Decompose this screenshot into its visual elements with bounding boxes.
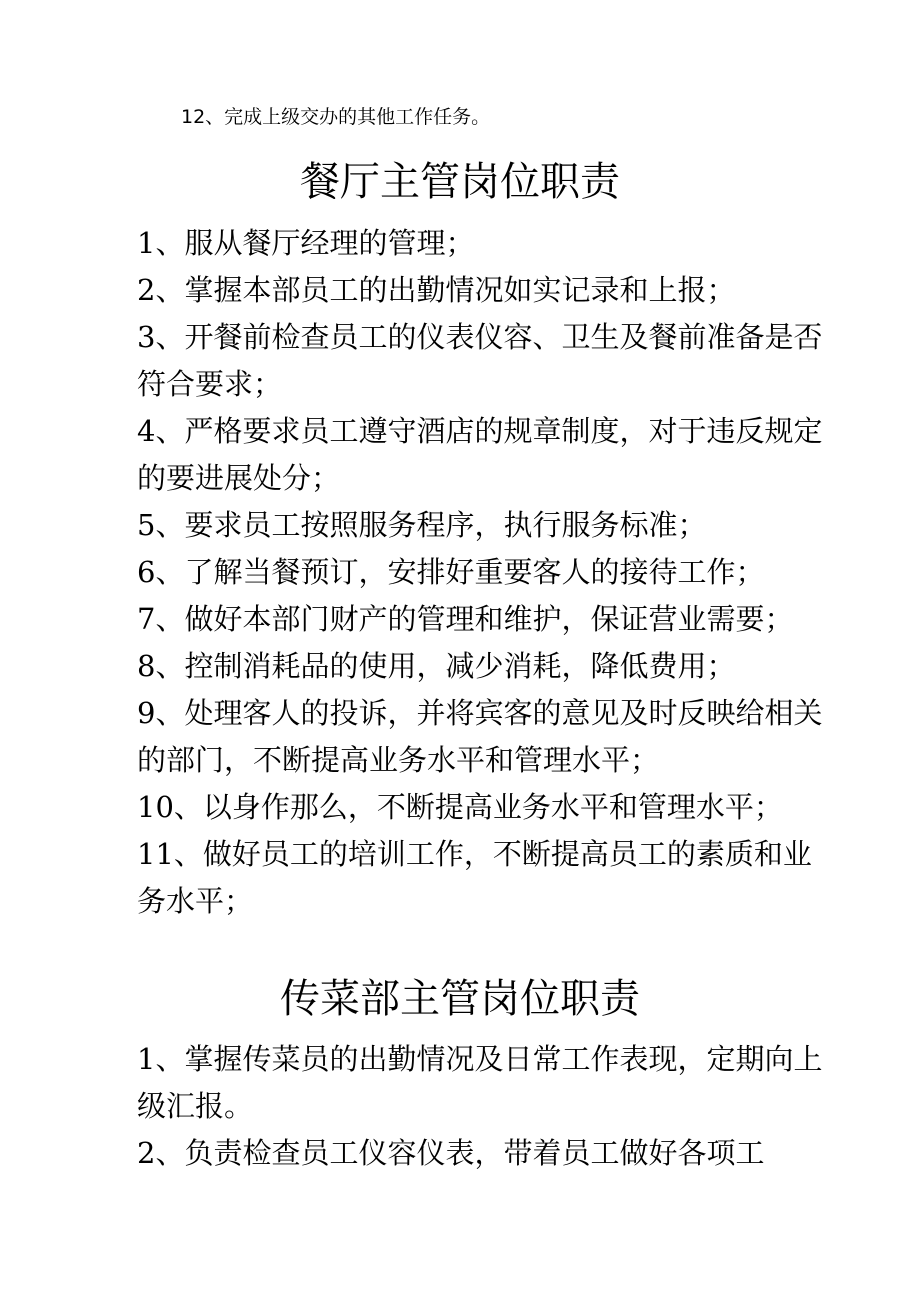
text-line: 4、严格要求员工遵守酒店的规章制度，对于违反规定 [137,414,823,448]
restaurant-supervisor-duties [137,220,823,925]
text-line: 7、做好本部门财产的管理和维护，保证营业需要； [137,602,794,636]
text-line: 6、了解当餐预订，安排好重要客人的接待工作； [137,555,765,589]
text-line: 3、开餐前检查员工的仪表仪容、卫生及餐前准备是否 [137,320,823,354]
text-line: 1、服从餐厅经理的管理； [137,226,475,260]
text-line: 9、处理客人的投诉，并将宾客的意见及时反映给相关 [137,696,823,730]
text-line: 级汇报。 [137,1089,254,1123]
section-title-food-runner-supervisor: 传菜部主管岗位职责 [280,976,640,1022]
text-line: 符合要求； [137,367,283,401]
section-title-restaurant-supervisor: 餐厅主管岗位职责 [300,159,620,205]
text-line: 8、控制消耗品的使用，减少消耗，降低费用； [137,649,736,683]
food-runner-supervisor-duties [137,1036,823,1177]
text-line: 务水平； [137,884,254,918]
intro-line: 12、完成上级交办的其他工作任务。 [181,106,491,128]
text-line: 1、掌握传菜员的出勤情况及日常工作表现，定期向上 [137,1042,823,1076]
text-line: 5、要求员工按照服务程序，执行服务标准； [137,508,707,542]
text-line: 11、做好员工的培训工作，不断提高员工的素质和业 [137,837,812,871]
text-line: 的要进展处分； [137,461,341,495]
text-line: 的部门，不断提高业务水平和管理水平； [137,743,660,777]
text-line: 2、掌握本部员工的出勤情况如实记录和上报； [137,273,736,307]
text-line: 2、负责检查员工仪容仪表，带着员工做好各项工 [137,1136,765,1170]
text-line: 10、以身作那么，不断提高业务水平和管理水平； [137,790,783,824]
